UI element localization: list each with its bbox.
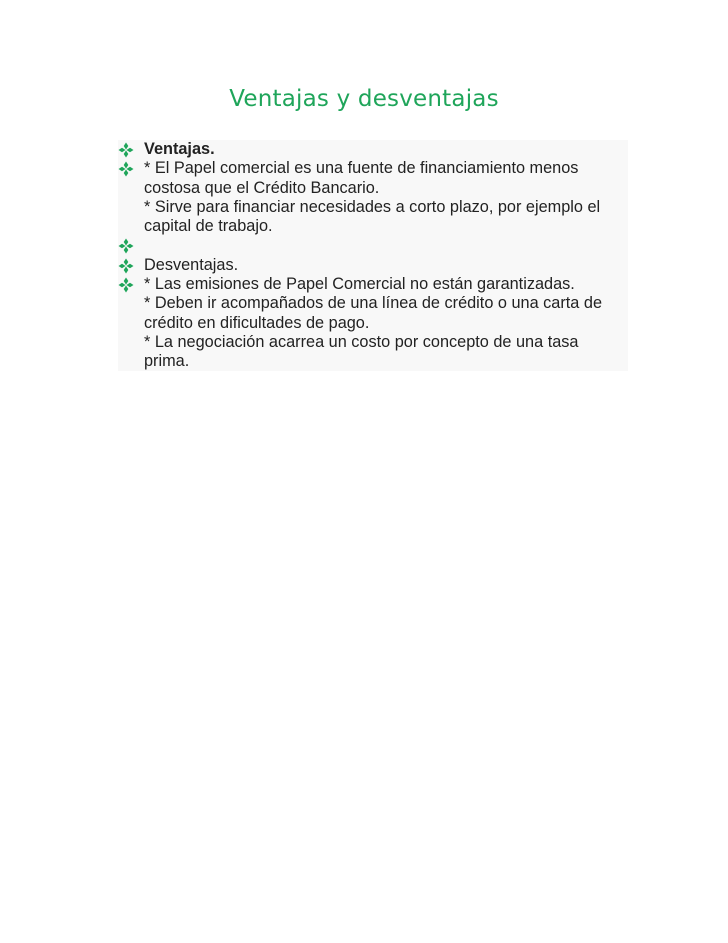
- list-item-text: capital de trabajo.: [144, 217, 273, 236]
- list-item-desventajas-detail: [118, 275, 628, 371]
- list-item-text: * Deben ir acompañados de una línea de crédito o una carta de: [144, 294, 602, 313]
- diamond-quad-icon: [118, 236, 140, 255]
- list-item-text: * Sirve para financiar necesidades a corto plazo, por ejemplo el: [144, 197, 601, 216]
- diamond-quad-icon: [118, 256, 140, 275]
- bullet-list: [118, 140, 628, 371]
- list-item-text: costosa que el Crédito Bancario.: [144, 178, 380, 197]
- diamond-quad-icon: [118, 159, 140, 178]
- list-item-ventajas-heading: [118, 140, 628, 159]
- diamond-quad-icon: [118, 140, 140, 159]
- list-item-text: Ventajas.: [144, 140, 215, 158]
- diamond-quad-icon: [118, 275, 140, 294]
- list-item-text: crédito en dificultades de pago.: [144, 313, 370, 332]
- list-item-text: * Las emisiones de Papel Comercial no están garantizadas.: [144, 275, 575, 294]
- list-item-text: Desventajas.: [144, 255, 239, 274]
- list-item-text: * El Papel comercial es una fuente de financiamiento menos: [144, 159, 579, 178]
- list-item-text: * La negociación acarrea un costo por concepto de una tasa: [144, 332, 579, 351]
- list-item-empty: [118, 236, 628, 255]
- list-item-text: prima.: [144, 352, 190, 371]
- list-item-ventajas-detail: [118, 159, 628, 236]
- list-item-desventajas-heading: [118, 256, 628, 275]
- page-title: Ventajas y desventajas: [229, 86, 499, 112]
